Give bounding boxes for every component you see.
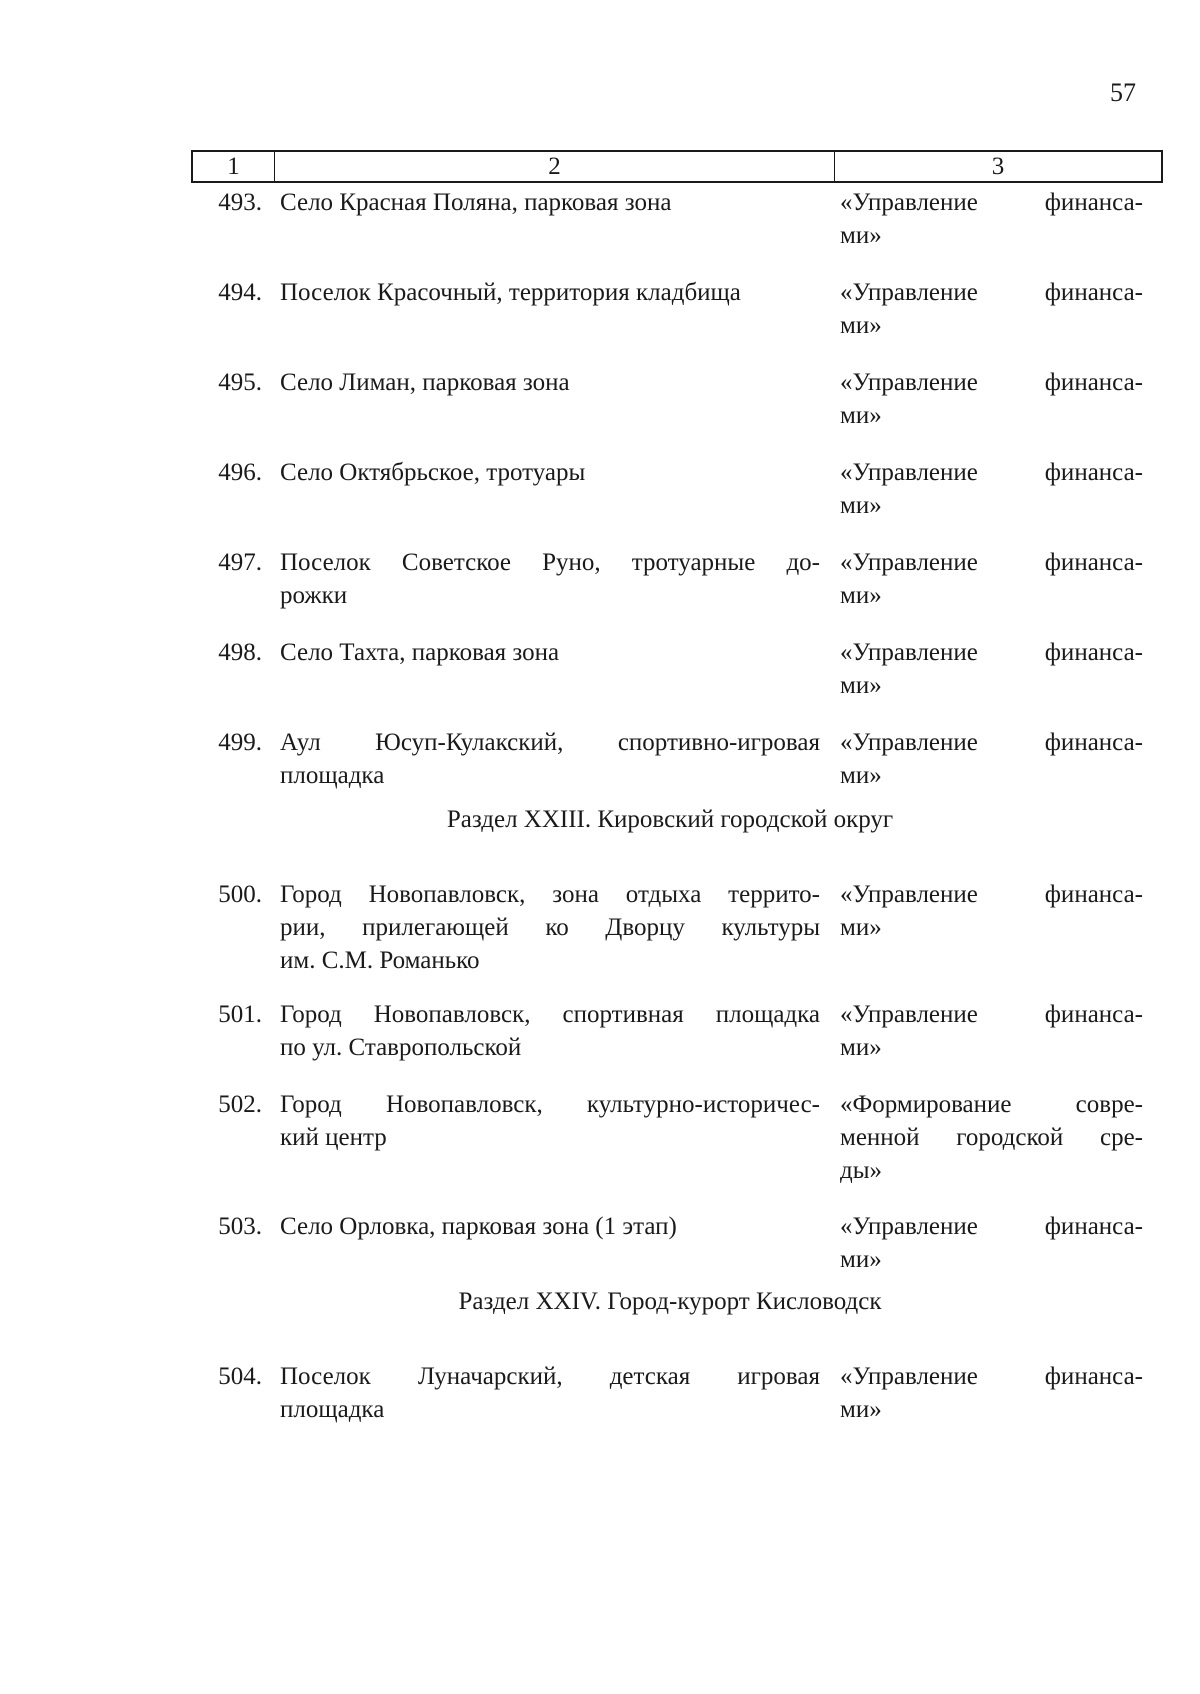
row-program bbox=[840, 726, 1143, 792]
program-line: ми» bbox=[840, 222, 882, 249]
row-description bbox=[280, 276, 820, 309]
section-heading: Раздел XXIII. Кировский городской округ bbox=[446, 806, 894, 833]
program-line: «Управление финанса- bbox=[840, 639, 1143, 666]
row-description bbox=[280, 1088, 820, 1154]
description-line: Село Красная Поляна, парковая зона bbox=[280, 189, 672, 216]
row-description bbox=[280, 878, 820, 977]
row-description bbox=[280, 1360, 820, 1426]
program-line: «Управление финанса- bbox=[840, 881, 1143, 908]
row-program bbox=[840, 456, 1143, 522]
description-line: Город Новопавловск, культурно-историчес- bbox=[280, 1091, 820, 1118]
row-program bbox=[840, 1088, 1143, 1187]
row-number: 495. bbox=[218, 369, 262, 396]
row-program bbox=[840, 1360, 1143, 1426]
description-line: Село Лиман, парковая зона bbox=[280, 369, 570, 396]
row-description bbox=[280, 366, 820, 399]
row-number: 493. bbox=[218, 189, 262, 216]
row-program bbox=[840, 998, 1143, 1064]
row-description bbox=[280, 1210, 820, 1243]
row-description bbox=[280, 546, 820, 612]
description-line: по ул. Ставропольской bbox=[280, 1034, 522, 1061]
program-line: ды» bbox=[840, 1157, 883, 1184]
program-line: ми» bbox=[840, 672, 882, 699]
row-number: 494. bbox=[218, 279, 262, 306]
row-description bbox=[280, 726, 820, 792]
description-line: рии, прилегающей ко Дворцу культуры bbox=[280, 914, 820, 941]
program-line: менной городской сре- bbox=[840, 1124, 1143, 1151]
row-program bbox=[840, 186, 1143, 252]
description-line: Поселок Луначарский, детская игровая bbox=[280, 1363, 820, 1390]
row-description bbox=[280, 998, 820, 1064]
row-number: 502. bbox=[218, 1091, 262, 1118]
table-header bbox=[191, 150, 1163, 183]
description-line: им. С.М. Романько bbox=[280, 947, 480, 974]
description-line: кий центр bbox=[280, 1124, 387, 1151]
program-line: «Управление финанса- bbox=[840, 1363, 1143, 1390]
row-number: 503. bbox=[218, 1213, 262, 1240]
description-line: Город Новопавловск, зона отдыха террито- bbox=[280, 881, 820, 908]
program-line: ми» bbox=[840, 1034, 882, 1061]
row-number: 497. bbox=[218, 549, 262, 576]
description-line: Аул Юсуп-Кулакский, спортивно-игровая bbox=[280, 729, 820, 756]
program-line: «Управление финанса- bbox=[840, 1213, 1143, 1240]
row-number: 499. bbox=[218, 729, 262, 756]
program-line: ми» bbox=[840, 1396, 882, 1423]
column-header-3: 3 bbox=[991, 152, 1005, 180]
description-line: Поселок Советское Руно, тротуарные до- bbox=[280, 549, 820, 576]
program-line: ми» bbox=[840, 762, 882, 789]
row-number: 496. bbox=[218, 459, 262, 486]
description-line: Село Тахта, парковая зона bbox=[280, 639, 560, 666]
program-line: ми» bbox=[840, 1246, 882, 1273]
program-line: «Управление финанса- bbox=[840, 369, 1143, 396]
program-line: «Управление финанса- bbox=[840, 189, 1143, 216]
program-line: «Управление финанса- bbox=[840, 1001, 1143, 1028]
description-line: Поселок Красочный, территория кладбища bbox=[280, 279, 741, 306]
row-program bbox=[840, 276, 1143, 342]
section-heading: Раздел XXIV. Город-курорт Кисловодск bbox=[458, 1288, 882, 1315]
row-number: 504. bbox=[218, 1363, 262, 1390]
row-description bbox=[280, 186, 820, 219]
program-line: «Управление финанса- bbox=[840, 459, 1143, 486]
row-program bbox=[840, 878, 1143, 944]
description-line: Город Новопавловск, спортивная площадка bbox=[280, 1001, 820, 1028]
row-number: 498. bbox=[218, 639, 262, 666]
program-line: «Управление финанса- bbox=[840, 549, 1143, 576]
program-line: «Формирование совре- bbox=[840, 1091, 1143, 1118]
program-line: ми» bbox=[840, 492, 882, 519]
program-line: ми» bbox=[840, 312, 882, 339]
row-program bbox=[840, 1210, 1143, 1276]
program-line: ми» bbox=[840, 582, 882, 609]
column-header-1: 1 bbox=[193, 152, 275, 181]
row-program bbox=[840, 546, 1143, 612]
description-line: рожки bbox=[280, 582, 348, 609]
description-line: площадка bbox=[280, 762, 385, 789]
description-line: Село Орловка, парковая зона (1 этап) bbox=[280, 1213, 677, 1240]
row-number: 500. bbox=[218, 881, 262, 908]
row-description bbox=[280, 456, 820, 489]
column-header-2: 2 bbox=[275, 152, 835, 181]
row-program bbox=[840, 366, 1143, 432]
description-line: площадка bbox=[280, 1396, 385, 1423]
description-line: Село Октябрьское, тротуары bbox=[280, 459, 586, 486]
program-line: ми» bbox=[840, 402, 882, 429]
row-number: 501. bbox=[218, 1001, 262, 1028]
row-description bbox=[280, 636, 820, 669]
program-line: «Управление финанса- bbox=[840, 729, 1143, 756]
page-number: 57 bbox=[1110, 78, 1136, 107]
program-line: ми» bbox=[840, 914, 882, 941]
program-line: «Управление финанса- bbox=[840, 279, 1143, 306]
row-program bbox=[840, 636, 1143, 702]
